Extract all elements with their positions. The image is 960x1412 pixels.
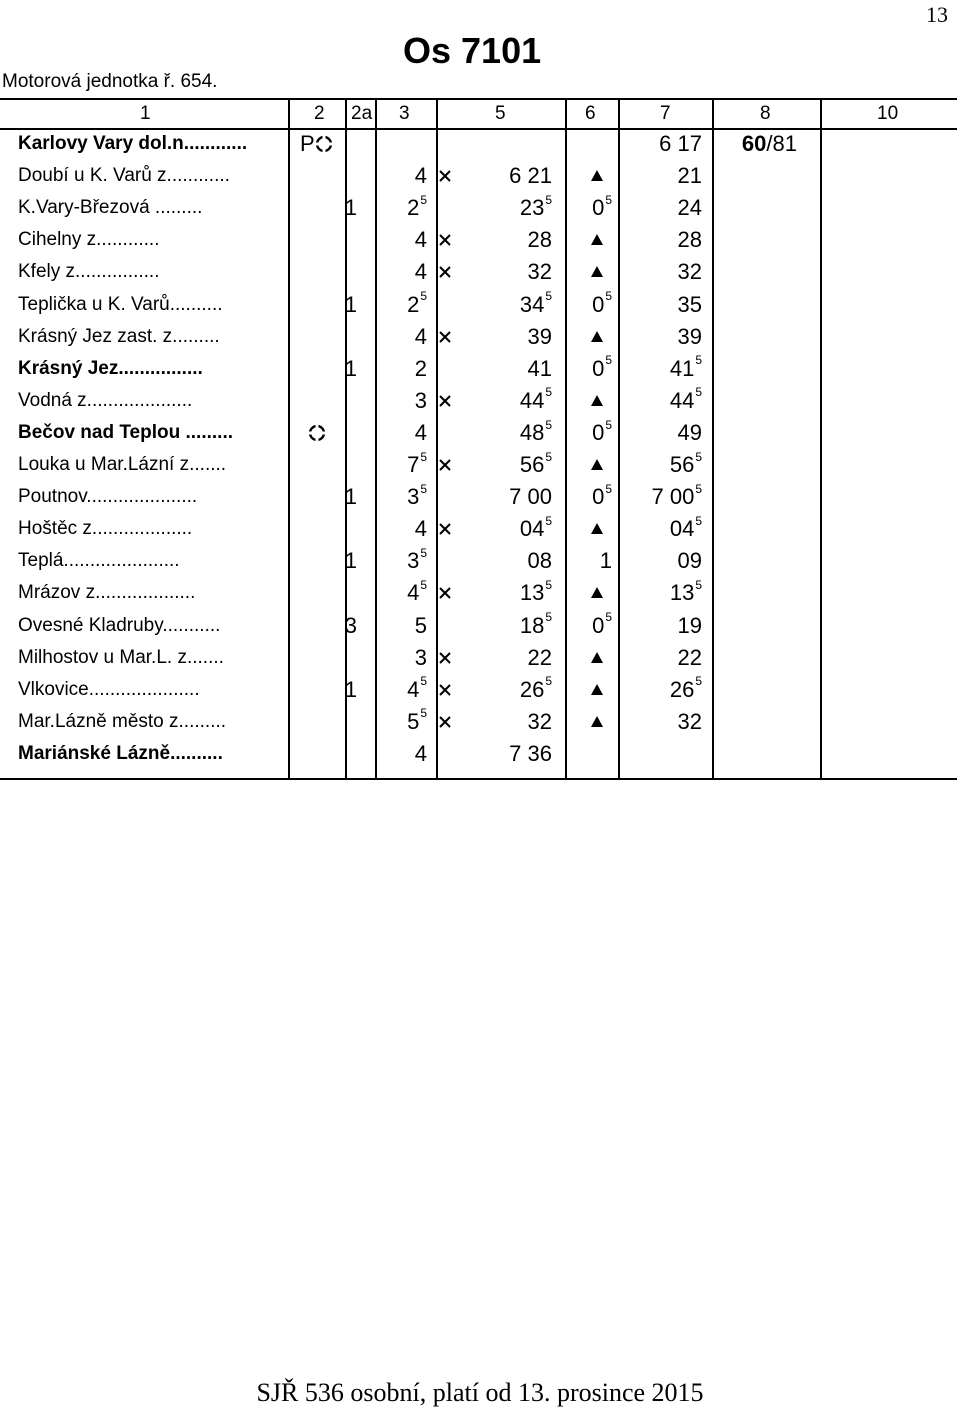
- col5-value: 7 00: [509, 484, 552, 510]
- subtitle: Motorová jednotka ř. 654.: [2, 71, 218, 92]
- col5-value: 32: [527, 259, 552, 285]
- table-row: [0, 128, 957, 160]
- col6-value: $0^5$: [592, 353, 612, 381]
- request-stop-icon: [438, 233, 452, 247]
- station-name: Krásný Jez zast. z.........: [18, 325, 220, 347]
- station-name: Bečov nad Teplou .........: [18, 421, 234, 443]
- table-row: [0, 160, 957, 192]
- col3-value: 4: [414, 227, 427, 253]
- table-row: [0, 192, 957, 224]
- triangle-icon: [591, 684, 603, 695]
- col3-value: 5: [414, 612, 427, 638]
- col5-value: $13^5$: [519, 578, 552, 606]
- table-row: [0, 385, 957, 417]
- col3-value: $4^5$: [407, 674, 427, 702]
- col5-value: $04^5$: [519, 513, 552, 542]
- station-name: Mariánské Lázně..........: [18, 742, 223, 764]
- triangle-icon: [591, 652, 603, 663]
- request-stop-icon: [438, 458, 452, 472]
- col7-value: 09: [677, 548, 702, 574]
- col-header-1: 1: [140, 103, 151, 124]
- col3-value: $3^5$: [407, 545, 427, 574]
- request-stop-icon: [438, 715, 452, 729]
- col3-value: 4: [414, 323, 427, 349]
- col7-value: 35: [677, 291, 702, 317]
- col3-value: 3: [414, 387, 427, 413]
- table-row: [0, 353, 957, 385]
- request-stop-icon: [438, 394, 452, 408]
- col6-value: $0^5$: [592, 192, 612, 221]
- col3-value: $4^5$: [407, 578, 427, 606]
- table-row: [0, 224, 957, 256]
- table-row: [0, 674, 957, 706]
- col3-value: 2: [414, 355, 427, 381]
- col5-value: 41: [527, 355, 552, 381]
- col5-value: 22: [527, 644, 552, 670]
- col5-value: $56^5$: [519, 449, 552, 477]
- table-row: [0, 417, 957, 449]
- request-stop-icon: [438, 522, 452, 536]
- triangle-icon: [591, 395, 603, 406]
- station-name: Mar.Lázně město z.........: [18, 710, 227, 732]
- col3-value: 4: [414, 259, 427, 285]
- col2a-value: 1: [344, 484, 357, 510]
- col7-value: 6 17: [659, 131, 702, 156]
- col7-value: 28: [677, 227, 702, 253]
- col5-value: $48^5$: [519, 417, 552, 445]
- col2a-value: 1: [344, 548, 357, 574]
- triangle-icon: [591, 234, 603, 245]
- table-row: [0, 449, 957, 481]
- triangle-icon: [591, 523, 603, 534]
- col7-value: $56^5$: [669, 449, 702, 477]
- station-name: K.Vary-Březová .........: [18, 197, 203, 219]
- table-row: [0, 481, 957, 513]
- col5-value: $44^5$: [519, 385, 552, 413]
- table-row: [0, 738, 957, 770]
- col3-value: 3: [414, 644, 427, 670]
- col5-value: 6 21: [509, 163, 552, 189]
- timetable-body: [0, 128, 957, 778]
- request-stop-icon: [438, 265, 452, 279]
- col-header-8: 8: [760, 103, 771, 124]
- station-name: Hoštěc z...................: [18, 518, 193, 540]
- col7-value: $26^5$: [669, 674, 702, 702]
- request-stop-icon: [438, 683, 452, 697]
- col3-value: 4: [414, 163, 427, 189]
- table-row: [0, 321, 957, 353]
- station-name: Vodná z....................: [18, 389, 193, 411]
- station-name: Kfely z................: [18, 261, 160, 283]
- col-header-2a: 2a: [351, 103, 373, 124]
- col6-value: $0^5$: [592, 289, 612, 317]
- table-row: [0, 642, 957, 674]
- station-name: Krásný Jez................: [18, 357, 203, 379]
- station-name: Teplička u K. Varů..........: [18, 293, 223, 315]
- col5-value: $23^5$: [519, 192, 552, 221]
- col8-value: 60/81: [741, 131, 797, 156]
- col5-value: 7 36: [509, 740, 552, 766]
- col7-value: 24: [677, 195, 702, 221]
- request-stop-icon: [438, 651, 452, 665]
- col-header-5: 5: [495, 103, 506, 124]
- col7-value: 32: [677, 259, 702, 285]
- timetable-header: [0, 98, 957, 130]
- col6-value: $0^5$: [592, 417, 612, 445]
- table-row: [0, 545, 957, 577]
- col-header-6: 6: [585, 103, 596, 124]
- col7-value: 7 $00^5$: [651, 481, 702, 510]
- col7-value: $44^5$: [669, 385, 702, 413]
- col7-value: $41^5$: [669, 353, 702, 381]
- request-stop-icon: [438, 169, 452, 183]
- station-name: Cihelny z............: [18, 229, 160, 251]
- col3-value: 4: [414, 740, 427, 766]
- col-header-2: 2: [314, 103, 325, 124]
- triangle-icon: [591, 266, 603, 277]
- station-name: Doubí u K. Varů z............: [18, 165, 230, 187]
- table-row: [0, 577, 957, 609]
- col3-value: $7^5$: [407, 449, 427, 477]
- triangle-icon: [591, 587, 603, 598]
- col2a-value: 1: [344, 676, 357, 702]
- col2a-value: 1: [344, 291, 357, 317]
- col2a-value: 3: [344, 612, 357, 638]
- station-name: Mrázov z...................: [18, 582, 196, 604]
- station-name: Milhostov u Mar.L. z.......: [18, 646, 224, 668]
- table-row: [0, 610, 957, 642]
- col5-value: $34^5$: [519, 289, 552, 317]
- col-header-7: 7: [660, 103, 671, 124]
- col6-value: $0^5$: [592, 610, 612, 638]
- triangle-icon: [591, 331, 603, 342]
- triangle-icon: [591, 170, 603, 181]
- station-name: Teplá......................: [18, 550, 180, 572]
- col3-value: 4: [414, 516, 427, 542]
- col3-value: 4: [414, 419, 427, 445]
- request-stop-icon: [438, 330, 452, 344]
- col5-value: 32: [527, 708, 552, 734]
- col-header-3: 3: [399, 103, 410, 124]
- col7-value: 32: [677, 708, 702, 734]
- col3-value: $5^5$: [407, 706, 427, 734]
- page-number: 13: [926, 2, 948, 27]
- col7-value: 19: [677, 612, 702, 638]
- request-stop-icon: [438, 586, 452, 600]
- col5-value: 39: [527, 323, 552, 349]
- transfer-icon: [308, 417, 326, 449]
- station-name: Ovesné Kladruby...........: [18, 614, 221, 636]
- col2a-value: 1: [344, 195, 357, 221]
- table-row: [0, 289, 957, 321]
- col7-value: $04^5$: [669, 513, 702, 542]
- col7-value: 22: [677, 644, 702, 670]
- col6-value: 1: [599, 548, 612, 574]
- col-header-10: 10: [877, 103, 899, 124]
- col7-value: 21: [677, 163, 702, 189]
- col5-value: $26^5$: [519, 674, 552, 702]
- col7-value: $13^5$: [669, 578, 702, 606]
- station-name: Vlkovice.....................: [18, 678, 200, 700]
- col7-value: 49: [677, 419, 702, 445]
- table-row: [0, 256, 957, 288]
- parking-icon: P: [300, 128, 333, 160]
- col3-value: $2^5$: [407, 289, 427, 317]
- col7-value: 39: [677, 323, 702, 349]
- footer-note: SJŘ 536 osobní, platí od 13. prosince 2015: [256, 1378, 704, 1407]
- triangle-icon: [591, 716, 603, 727]
- triangle-icon: [591, 459, 603, 470]
- station-name: Karlovy Vary dol.n............: [18, 133, 248, 154]
- col6-value: $0^5$: [592, 481, 612, 510]
- col5-value: $18^5$: [519, 610, 552, 638]
- page-title: Os 7101: [403, 30, 542, 71]
- col5-value: 08: [527, 548, 552, 574]
- col5-value: 28: [527, 227, 552, 253]
- station-name: Louka u Mar.Lázní z.......: [18, 454, 227, 475]
- table-row: [0, 513, 957, 545]
- col3-value: $2^5$: [407, 192, 427, 221]
- station-name: Poutnov.....................: [18, 486, 198, 508]
- table-row: [0, 706, 957, 738]
- col2a-value: 1: [344, 355, 357, 381]
- col3-value: $3^5$: [407, 481, 427, 510]
